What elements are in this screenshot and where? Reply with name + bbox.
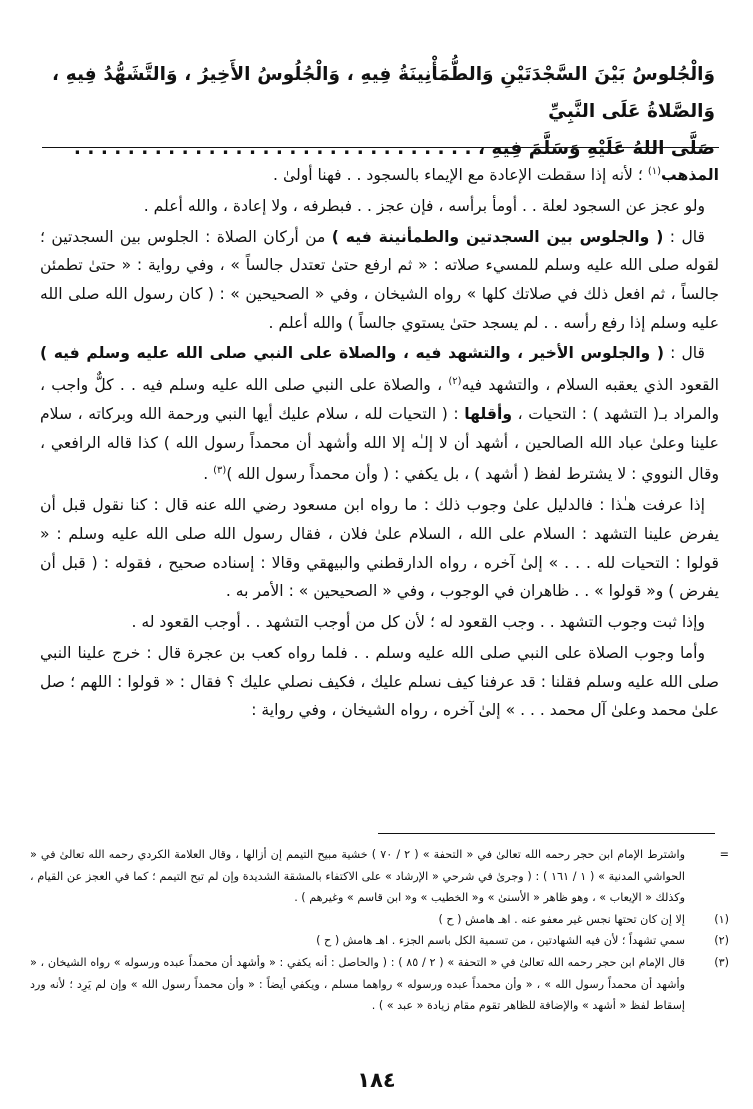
paragraph-text: قال : [663, 344, 705, 363]
paragraph: وإذا ثبت وجوب التشهد . . وجب القعود له ؛ لأن كل من أوجب التشهد . . أوجب القعود له . [131, 613, 705, 632]
footnote-marker: (١) [714, 912, 729, 926]
footnote-text: قال الإمام ابن حجر رحمه الله تعالىٰ في « التحفة » ( ٢ / ٨٥ ) : ( والحاصل : أنه يكفي : « وأشهد أن محمداً عبده ورسوله » رواه الشيخان ، « وأشهد أن محمداً رسول الله » ، « وأن محمداً عبده ورسوله » رواهما مسلم ، ويكفي أيضاً : « وأن محمداً رسول الله » وإن لم يَرِد ؛ لأنه ورد إسقاط لفظ « أشهد » والإضافة للظاهر تقوم مقام زيادة « عبد » ) . [30, 955, 686, 1013]
footnote-marker: = [719, 848, 729, 861]
paragraph-text: قال : [663, 227, 705, 246]
footnote-ref: (٢) [448, 376, 462, 388]
paragraph [40, 158, 719, 190]
matn-quote: ( والجلوس بين السجدتين والطمأنينة فيه ) [331, 227, 664, 246]
commentary-body [40, 158, 719, 727]
paragraph-text: من أركان الصلاة : الجلوس بين السجدتين ؛ لقوله صلى الله عليه وسلم للمسيء صلاته : « ثم ارفع حتىٰ تعتدل جالساً » ، وفي رواية : « حتىٰ تطمئن جالساً ، ثم افعل ذلك في صلاتك كلها » رواه الشيخان ، وفي « الصحيحين » : ( كان رسول الله صلى الله عليه وسلم إذا رفع رأسه . . لم يسجد حتىٰ يستوي جالساً ) والله أعلم . [40, 227, 719, 332]
paragraph-text: . [203, 465, 214, 484]
paragraph-text: ، والصلاة على النبي صلى الله عليه وسلم فيه . . كلٌّ واجب ، والمراد بـ( التشهد ) : التحيات ، [40, 376, 719, 423]
footnote-text: إلا إن كان تحتها نجس غير معفو عنه . اهـ هامش ( ح ) [438, 912, 685, 926]
page-number: ١٨٤ [357, 1068, 396, 1092]
paragraph-text: القعود الذي يعقبه السلام ، والتشهد فيه [461, 376, 720, 395]
matn-quote: ( والجلوس الأخير ، والتشهد فيه ، والصلاة على النبي صلى الله عليه وسلم فيه ) [40, 344, 664, 363]
paragraph-text: : ( التحيات لله ، سلام عليك أيها النبي ورحمة الله وبركاته ، سلام علينا وعلىٰ عباد الله الصالحين ، أشهد أن لا إلـٰه إلا الله وأشهد أن محمداً رسول الله ) كذا قاله الرافعي ، وقال النووي : لا يشترط لفظ ( أشهد ) ، بل يكفي : ( وأن محمداً رسول الله ) [40, 405, 719, 484]
matn-line: وَالْجُلوسُ بَيْنَ السَّجْدَتَيْنِ وَالطُّمَأْنِينَةُ فِيهِ ، وَالْجُلُوسُ الأَخِيرُ ، وَالتَّشَهُّدُ فِيهِ ، وَالصَّلاةُ عَلَى النَّبِيِّ [52, 64, 715, 122]
paragraph: وأما وجوب الصلاة على النبي صلى الله عليه وسلم . . فلما رواه كعب بن عجرة قال : خرج علينا النبي صلى الله عليه وسلم فقلنا : قد عرفنا كيف نسلم عليك ، فكيف نصلي عليك ؟ فقال : « قولوا : اللهم ؛ صل علىٰ محمد وعلىٰ آل محمد . . . » إلىٰ آخره ، رواه الشيخان ، وفي رواية : [40, 643, 719, 720]
paragraph [40, 223, 719, 338]
footnote [30, 952, 729, 1017]
paragraph [40, 339, 719, 489]
footnote-divider [378, 833, 715, 834]
footnote-text: واشترط الإمام ابن حجر رحمه الله تعالىٰ في « التحفة » ( ٢ / ٧٠ ) خشية مبيح التيمم إن أزالها ، وقال العلامة الكردي رحمه الله تعالىٰ في « الحواشي المدنية » ( ١ / ١٦١ ) : ( وجرىٰ في شرحي « الإرشاد » على الاكتفاء بالمشقة الشديدة وإن لم تبح التيمم ؛ كما في العجز عن القيام ، وكذلك « الإيعاب » ، وهو ظاهر « الأسنىٰ » و« الخطيب » و« ابن قاسم » وغيرهم ) . [30, 848, 686, 905]
paragraph: إذا عرفت هـٰذا : فالدليل علىٰ وجوب ذلك : ما رواه ابن مسعود رضي الله عنه قال : كنا نقول قبل أن يفرض علينا التشهد : السلام على الله ، السلام علىٰ فلان ، فقال رسول الله صلى الله عليه وسلم : « قولوا : التحيات لله . . . » إلىٰ آخره ، رواه الدارقطني والبيهقي وقالا : إسناده صحيح ، فقوله : ( قبل أن يفرض ) و« قولوا » . . ظاهران في الوجوب ، وفي « الصحيحين » : الأمر به . [40, 496, 719, 601]
footnote-ref: (٣) [213, 465, 227, 477]
header-divider [42, 147, 719, 148]
paragraph-text: ؛ لأنه إذا سقطت الإعادة مع الإيماء بالسجود . . فهنا أولىٰ . [273, 166, 648, 185]
footnote [30, 930, 729, 952]
matn-text-block [52, 56, 715, 167]
footnote-ref: (١) [647, 166, 662, 177]
footnote-marker: (٢) [714, 934, 729, 948]
footnote-text: سمي تشهداً ؛ لأن فيه الشهادتين ، من تسمية الكل باسم الجزء . اهـ هامش ( ح ) [316, 934, 685, 948]
keyword: وأقلها [464, 405, 513, 423]
footnote [30, 909, 729, 931]
footnotes [30, 844, 729, 1017]
matn-line: صَلَّى اللهُ عَلَيْهِ وَسَلَّمَ فِيهِ ، . . . . . . . . . . . . . . . . . . . . . . . . . . . . . . [73, 138, 715, 159]
footnote-continued [30, 844, 729, 909]
paragraph: ولو عجز عن السجود لعلة . . أومأ برأسه ، فإن عجز . . فبطرفه ، ولا إعادة ، والله أعلم . [143, 196, 705, 215]
keyword: المذهب [661, 166, 719, 185]
footnote-marker: (٣) [714, 955, 729, 969]
